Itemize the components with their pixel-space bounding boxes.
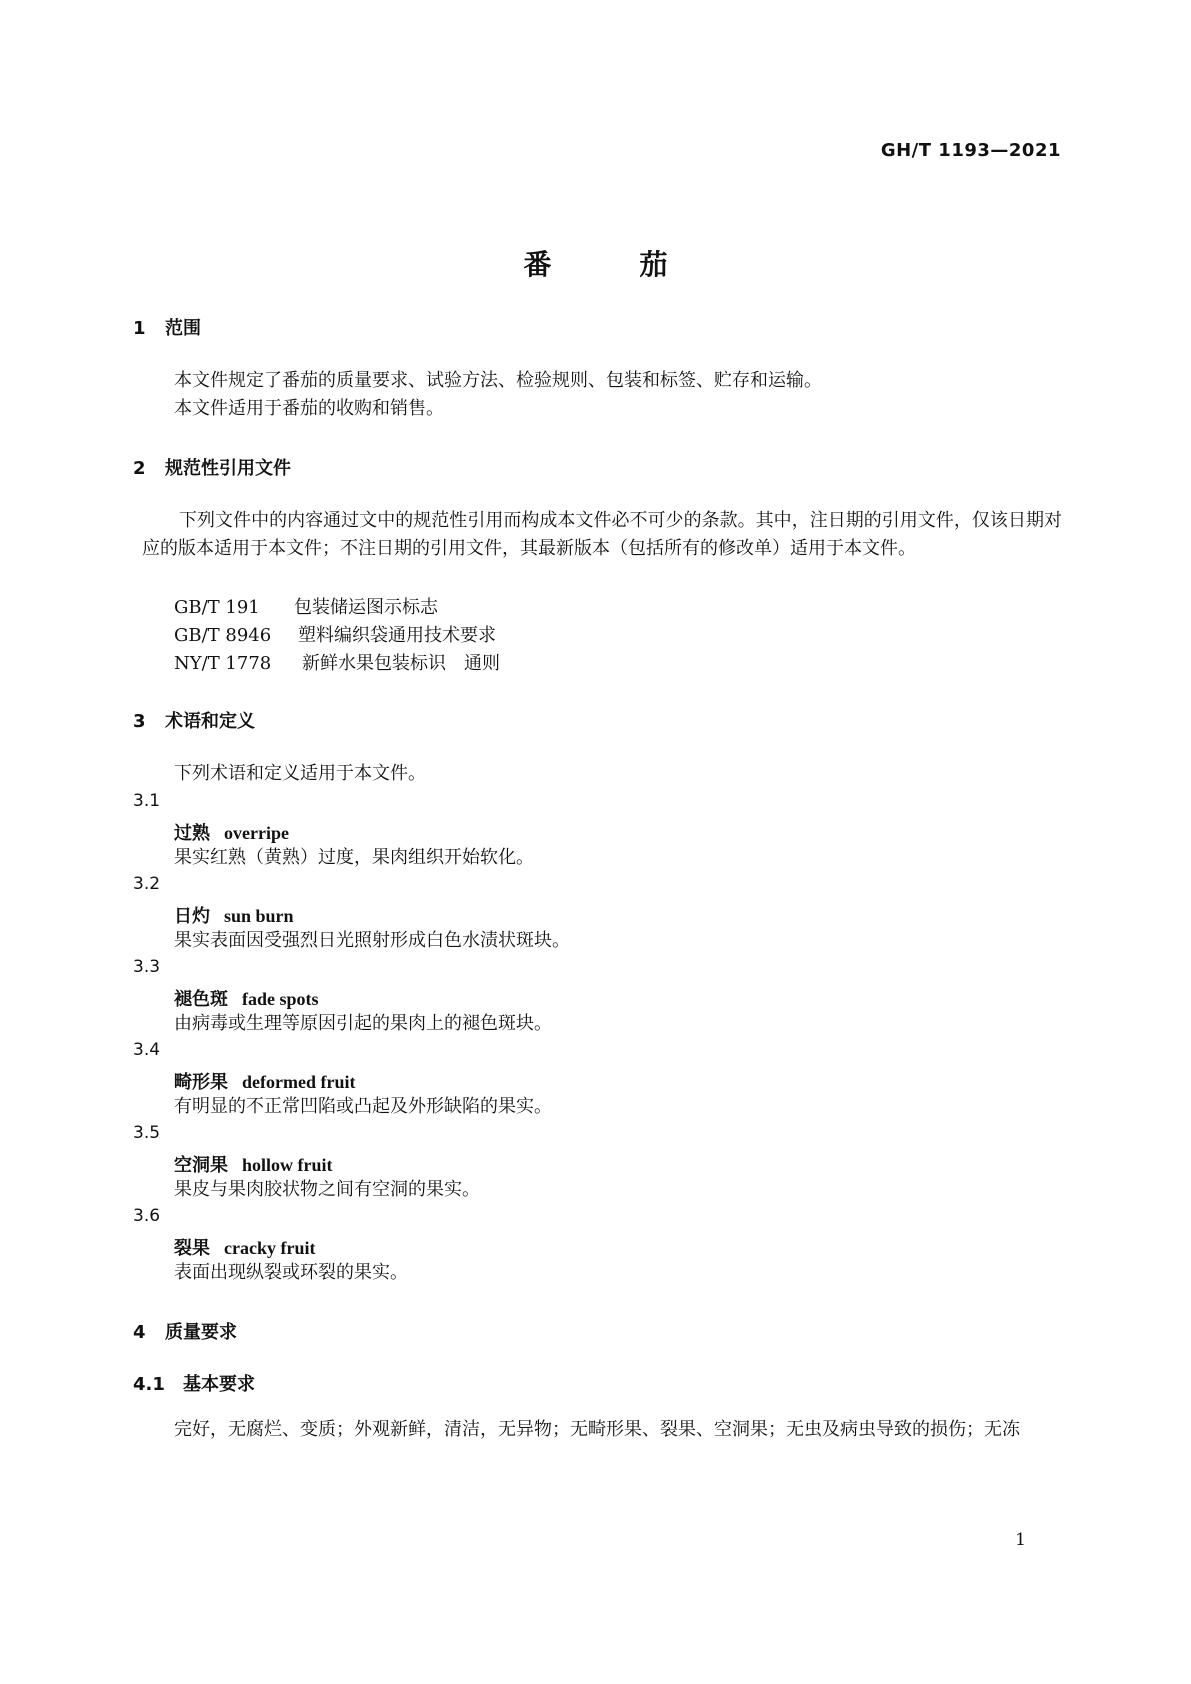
- term-number: 3.1: [133, 791, 161, 811]
- document-title: [0, 243, 1191, 283]
- reference-title: 新鲜水果包装标识 通则: [302, 653, 500, 674]
- term-number: 3.5: [133, 1123, 161, 1143]
- term-definition: 果实红熟（黄熟）过度，果肉组织开始软化。: [174, 847, 534, 868]
- term-chinese: 空洞果: [174, 1155, 228, 1176]
- term-definition: 果实表面因受强烈日光照射形成白色水渍状斑块。: [174, 930, 570, 951]
- term-heading: [174, 1234, 315, 1260]
- term-heading: [174, 902, 294, 928]
- normative-reference: [174, 649, 500, 675]
- section-number: 1: [133, 318, 146, 339]
- term-definition: 有明显的不正常凹陷或凸起及外形缺陷的果实。: [174, 1096, 552, 1117]
- section-4-heading: [133, 1318, 237, 1344]
- term-english: overripe: [224, 823, 289, 843]
- title-char-1: 番: [523, 248, 552, 281]
- reference-code: NY/T 1778: [174, 653, 272, 674]
- reference-title: 塑料编织袋通用技术要求: [298, 625, 496, 646]
- reference-title: 包装储运图示标志: [294, 597, 438, 618]
- term-number: 3.6: [133, 1206, 161, 1226]
- section-number: 4: [133, 1322, 146, 1343]
- section-title: 范围: [165, 318, 201, 339]
- term-chinese: 过熟: [174, 823, 210, 844]
- term-chinese: 日灼: [174, 906, 210, 927]
- term-heading: [174, 819, 289, 845]
- document-code: GH/T 1193—2021: [880, 140, 1061, 161]
- section-number: 3: [133, 711, 146, 732]
- term-definition: 由病毒或生理等原因引起的果肉上的褪色斑块。: [174, 1013, 552, 1034]
- term-definition: 果皮与果肉胶状物之间有空洞的果实。: [174, 1179, 480, 1200]
- page-number: 1: [1015, 1530, 1026, 1550]
- normative-reference: [174, 593, 438, 619]
- term-heading: [174, 1151, 333, 1177]
- section-title: 规范性引用文件: [165, 458, 291, 479]
- section-title: 术语和定义: [165, 711, 255, 732]
- section-1-paragraph-1: 本文件规定了番茄的质量要求、试验方法、检验规则、包装和标签、贮存和运输。: [174, 370, 822, 391]
- section-1-heading: [133, 314, 201, 340]
- term-english: hollow fruit: [242, 1155, 333, 1175]
- subsection-title: 基本要求: [183, 1374, 255, 1395]
- section-3-heading: [133, 707, 255, 733]
- term-number: 3.2: [133, 874, 161, 894]
- section-3-intro: 下列术语和定义适用于本文件。: [174, 763, 426, 784]
- section-2-intro: 下列文件中的内容通过文中的规范性引用而构成本文件必不可少的条款。其中，注日期的引用文件，仅该日期对应的版本适用于本文件；不注日期的引用文件，其最新版本（包括所有的修改单）适用于本文件。: [142, 510, 1062, 559]
- title-char-2: 茄: [639, 248, 668, 281]
- normative-reference: [174, 621, 496, 647]
- section-2-heading: [133, 454, 291, 480]
- section-1-paragraph-2: 本文件适用于番茄的收购和销售。: [174, 398, 444, 419]
- term-heading: [174, 985, 319, 1011]
- term-number: 3.4: [133, 1040, 161, 1060]
- subsection-number: 4.1: [133, 1374, 165, 1395]
- term-definition: 表面出现纵裂或环裂的果实。: [174, 1262, 408, 1283]
- term-english: deformed fruit: [242, 1072, 356, 1092]
- term-number: 3.3: [133, 957, 161, 977]
- term-english: sun burn: [224, 906, 294, 926]
- term-english: fade spots: [242, 989, 319, 1009]
- term-english: cracky fruit: [224, 1238, 316, 1258]
- reference-code: GB/T 8946: [174, 625, 272, 646]
- basic-requirements-text: 完好，无腐烂、变质；外观新鲜，清洁，无异物；无畸形果、裂果、空洞果；无虫及病虫导致的损伤；无冻: [174, 1419, 1020, 1440]
- section-number: 2: [133, 458, 146, 479]
- term-chinese: 裂果: [174, 1238, 210, 1259]
- term-chinese: 畸形果: [174, 1072, 228, 1093]
- section-title: 质量要求: [165, 1322, 237, 1343]
- term-chinese: 褪色斑: [174, 989, 228, 1010]
- term-heading: [174, 1068, 355, 1094]
- subsection-4-1-heading: [133, 1370, 255, 1396]
- reference-code: GB/T 191: [174, 597, 260, 618]
